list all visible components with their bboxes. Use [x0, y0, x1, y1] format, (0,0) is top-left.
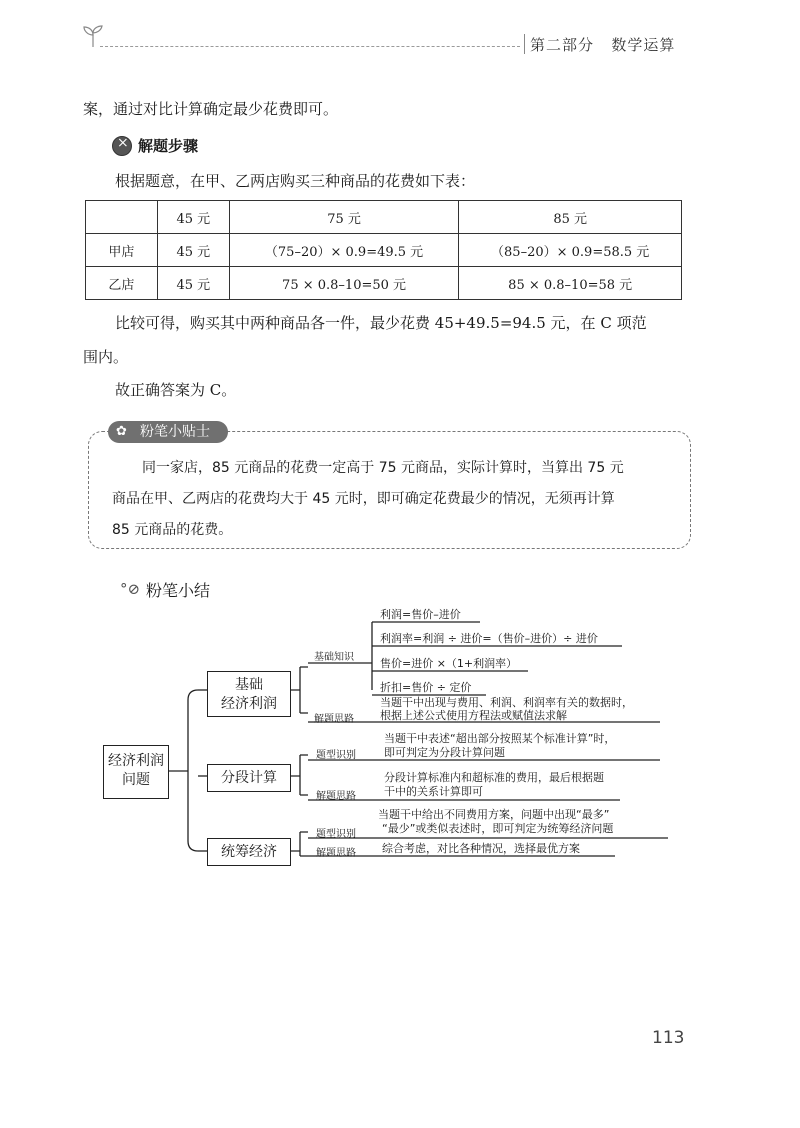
table-cell [86, 201, 158, 234]
table-header-row [86, 201, 682, 234]
mindmap-root [103, 745, 169, 799]
leaf-text: 根据上述公式使用方程法或赋值法求解 [380, 709, 567, 722]
sub-label: 题型识别 [316, 750, 356, 761]
steps-lead: 根据题意，在甲、乙两店购买三种商品的花费如下表： [115, 172, 476, 190]
header-chapter: 数学运算 [611, 36, 676, 54]
sub-label: 解题思路 [316, 791, 356, 802]
header-section: 第二部分 [530, 36, 595, 54]
price-table [85, 200, 682, 300]
table-cell: 45 元 [157, 267, 229, 300]
leaf-text: 干中的关系计算即可 [384, 785, 483, 798]
sub-label: 题型识别 [316, 829, 356, 840]
table-cell: 75 × 0.8–10=50 元 [229, 267, 459, 300]
sub-label: 基础知识 [314, 652, 354, 663]
leaf-text: 当题干中给出不同费用方案，问题中出现“最多” [378, 808, 610, 821]
steps-title: 解题步骤 [138, 137, 199, 155]
sub-label: 解题思路 [314, 714, 354, 725]
table-cell: 甲店 [86, 234, 158, 267]
table-row [86, 234, 682, 267]
branch-basic-profit [207, 671, 291, 717]
conclusion-line-1: 比较可得，购买其中两种商品各一件，最少花费 45+49.5=94.5 元，在 C 项范 [115, 314, 647, 332]
table-cell: 75 元 [229, 201, 459, 234]
leaf-text: 当题干中出现与费用、利润、利润率有关的数据时， [380, 696, 633, 709]
branch-label: 统筹经济 [221, 844, 277, 860]
summary-title: 粉笔小结 [146, 581, 211, 600]
table-cell: 85 元 [459, 201, 682, 234]
sprout-icon: ✿ [116, 424, 127, 439]
sub-label: 解题思路 [316, 848, 356, 859]
branch-label: 经济利润 [221, 696, 277, 712]
leaf-text: 当题干中表述“超出部分按照某个标准计算”时， [384, 732, 616, 745]
intro-line: 案，通过对比计算确定最少花费即可。 [83, 100, 339, 118]
branch-segmented [207, 764, 291, 792]
leaf-text: 售价=进价 ×（1+利润率） [380, 657, 518, 670]
leaf-text: 利润=售价–进价 [380, 608, 461, 621]
pencil-icon: °⊘ [120, 580, 141, 598]
branch-label: 基础 [235, 677, 263, 693]
table-cell: 85 × 0.8–10=58 元 [459, 267, 682, 300]
table-cell: 45 元 [157, 201, 229, 234]
tip-tab [108, 421, 228, 443]
leaf-text: 综合考虑，对比各种情况，选择最优方案 [382, 842, 580, 855]
leaf-text: “最少”或类似表述时，即可判定为统筹经济问题 [382, 822, 614, 835]
tip-tab-label: 粉笔小贴士 [140, 424, 210, 440]
table-row [86, 267, 682, 300]
branch-label: 分段计算 [221, 770, 277, 786]
root-line-1: 经济利润 [108, 753, 164, 769]
tip-line-3: 85 元商品的花费。 [112, 522, 233, 538]
leaf-text: 折扣=售价 ÷ 定价 [380, 681, 472, 694]
root-line-2: 问题 [122, 772, 150, 788]
table-cell: （85–20）× 0.9=58.5 元 [459, 234, 682, 267]
header-divider [524, 34, 525, 54]
leaf-text: 利润率=利润 ÷ 进价=（售价–进价）÷ 进价 [380, 632, 598, 645]
running-header [530, 34, 675, 55]
conclusion-line-2: 围内。 [83, 348, 129, 366]
page-number: 113 [652, 1028, 685, 1048]
table-cell: 乙店 [86, 267, 158, 300]
branch-overall [207, 838, 291, 866]
header-rule [100, 46, 520, 47]
sprout-icon [82, 24, 104, 48]
answer-line: 故正确答案为 C。 [115, 381, 237, 399]
tip-line-2: 商品在甲、乙两店的花费均大于 45 元时，即可确定花费最少的情况，无须再计算 [112, 491, 615, 507]
tip-line-1: 同一家店，85 元商品的花费一定高于 75 元商品，实际计算时，当算出 75 元 [142, 460, 624, 476]
leaf-text: 即可判定为分段计算问题 [384, 746, 505, 759]
table-cell: 45 元 [157, 234, 229, 267]
steps-icon [112, 136, 132, 156]
leaf-text: 分段计算标准内和超标准的费用，最后根据题 [384, 771, 604, 784]
table-cell: （75–20）× 0.9=49.5 元 [229, 234, 459, 267]
